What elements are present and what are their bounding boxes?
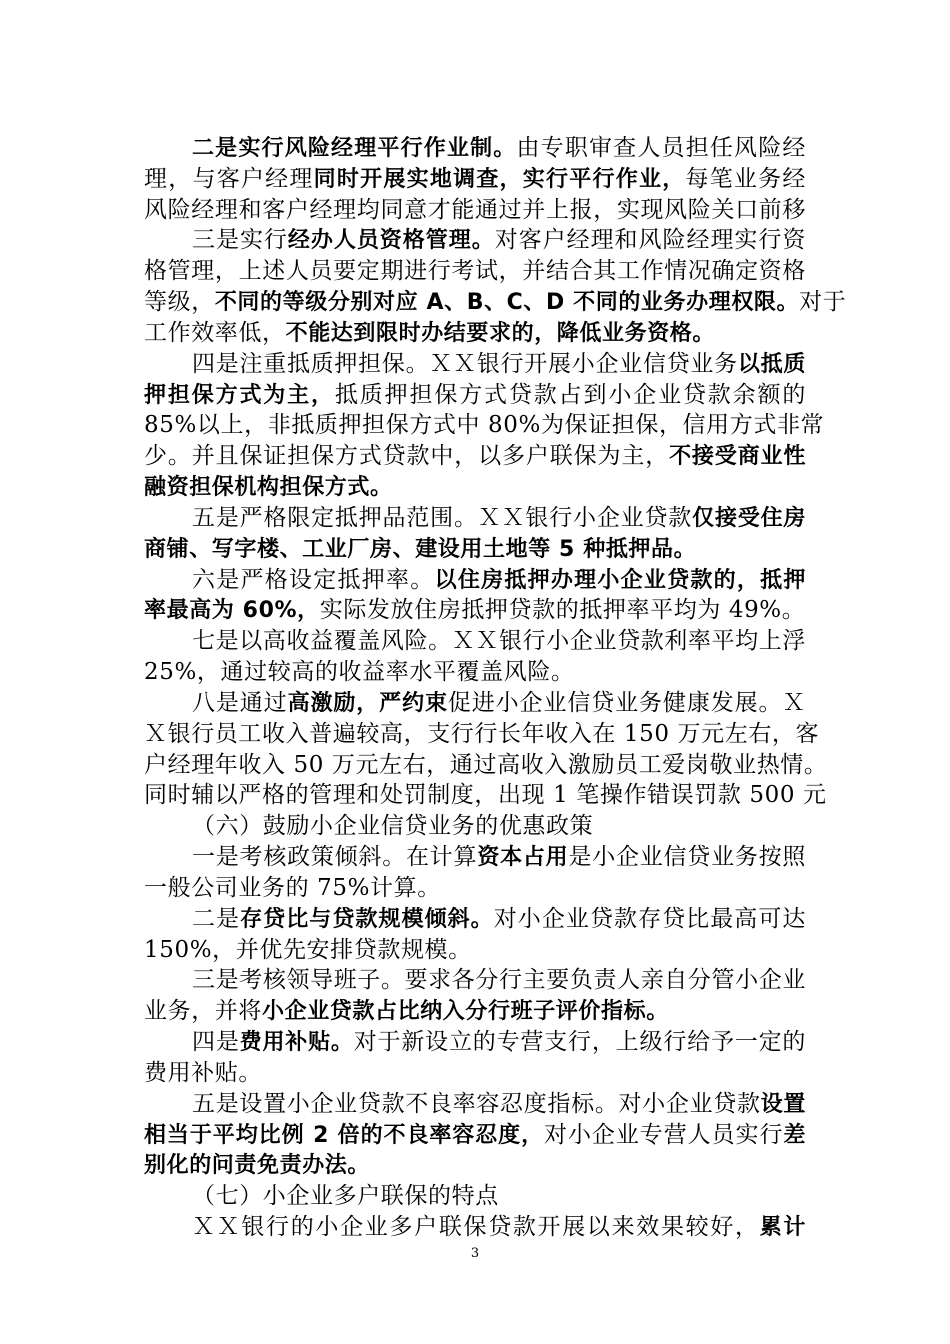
bold-text: 别化的问责免责办法。 [144,1153,371,1178]
bold-text: 二是实行风险经理平行作业制。 [192,136,517,161]
body-line [192,965,806,995]
text-run: （七）小企业多户联保的特点 [192,1183,499,1209]
text-run: 同时辅以严格的管理和处罚制度，出现 1 笔操作错误罚款 500 元 [144,782,827,808]
text-run: 三是实行 [192,227,288,253]
text-run: 实际发放住房抵押贷款的抵押率平均为 49%。 [319,597,806,623]
text-run: 费用补贴。 [144,1060,262,1086]
text-run: 户经理年收入 50 万元左右，通过高收入激励员工爱岗敬业热情。 [144,752,828,778]
bold-text: 率最高为 60%， [144,598,320,623]
text-run: 二是 [192,906,241,932]
text-run: 是小企业信贷业务按照 [568,844,807,870]
body-line [144,472,806,503]
bold-text: 同时开展实地调查，实行平行作业， [313,167,686,192]
bold-text: 资本占用 [477,845,569,870]
body-line [144,534,806,565]
body-line [192,842,806,873]
text-run: ＸＸ银行的小企业多户联保贷款开展以来效果较好， [192,1214,760,1240]
bold-text: 仅接受住房 [692,506,806,531]
text-run: 六是严格设定抵押率。 [192,567,435,593]
body-line [192,626,806,656]
body-line [192,1089,806,1120]
text-run: 对于 [799,289,847,315]
bold-text: 不同的等级分别对应 A、B、C、D 不同的业务办理权限。 [214,290,800,315]
text-run: 业务，并将 [144,998,262,1024]
bold-text: 相当于平均比例 2 倍的不良率容忍度， [144,1123,545,1148]
body-line [144,780,827,810]
text-run: 五是严格限定抵押品范围。ＸＸ银行小企业贷款 [192,505,693,531]
text-run: 25%，通过较高的收益率水平覆盖风险。 [144,659,575,685]
body-line [144,595,806,626]
text-run: 五是设置小企业贷款不良率容忍度指标。对小企业贷款 [192,1091,761,1117]
body-line [144,750,828,780]
body-line [192,133,806,164]
body-line [192,1027,806,1058]
body-line [144,287,847,318]
text-run: 等级， [144,289,215,315]
body-line [192,904,806,935]
body-line [144,719,820,749]
text-run: 一是考核政策倾斜。在计算 [192,844,478,870]
body-line [144,410,825,440]
body-line [144,441,806,472]
text-run: 一般公司业务的 75%计算。 [144,875,441,901]
text-run: 少。并且保证担保方式贷款中，以多户联保为主， [144,443,670,469]
bold-text: 以住房抵押办理小企业贷款的，抵押 [434,568,806,593]
body-line [192,503,806,534]
body-line [144,996,806,1027]
text-run: 理，与客户经理 [144,166,314,192]
bold-text: 商铺、写字楼、工业厂房、建设用土地等 5 种抵押品。 [144,537,697,562]
bold-text: 高激励，严约束 [287,691,448,716]
bold-text: 融资担保机构担保方式。 [144,475,393,500]
text-run: 对小企业贷款存贷比最高可达 [493,906,806,932]
bold-text: 累计 [759,1215,806,1240]
bold-text: 经办人员资格管理。 [287,228,495,253]
bold-text: 不接受商业性 [669,444,806,469]
page-number: 3 [470,1246,480,1261]
text-run: 七是以高收益覆盖风险。ＸＸ银行小企业贷款利率平均上浮 [192,628,806,654]
body-line [144,657,806,687]
bold-text: 费用补贴。 [239,1030,354,1055]
body-line [192,1212,806,1243]
body-line [192,565,806,596]
section-heading [192,1181,806,1211]
body-line [144,164,806,195]
body-line [192,688,806,719]
bold-text: 存贷比与贷款规模倾斜。 [240,907,494,932]
text-run: （六）鼓励小企业信贷业务的优惠政策 [192,813,594,839]
bold-text: 设置 [760,1092,806,1117]
bold-text: 以抵质 [737,352,806,377]
text-run: 对于新设立的专营支行，上级行给予一定的 [353,1029,806,1055]
bold-text: 押担保方式为主， [144,383,335,408]
body-line [144,1058,806,1088]
text-run: 促进小企业信贷业务健康发展。Ｘ [447,690,807,716]
body-line [144,318,806,349]
text-run: 对小企业专营人员实行 [544,1122,784,1148]
text-run: 四是注重抵质押担保。ＸＸ银行开展小企业信贷业务 [192,351,738,377]
text-run: 由专职审查人员担任风险经 [516,135,807,161]
body-line [144,256,806,286]
bold-text: 小企业贷款占比纳入分行班子评价指标。 [262,999,669,1024]
text-run: 四是 [192,1029,240,1055]
text-run: 八是通过 [192,690,288,716]
body-line [144,380,806,411]
body-line [144,195,806,225]
text-run: 150%，并优先安排贷款规模。 [144,937,472,963]
section-heading [192,811,806,841]
body-line [144,935,806,965]
text-run: 风险经理和客户经理均同意才能通过并上报，实现风险关口前移 [144,197,806,223]
body-line [144,873,806,903]
body-line [144,1150,806,1181]
text-run: 工作效率低， [144,320,286,346]
bold-text: 不能达到限时办结要求的，降低业务资格。 [285,321,716,346]
text-run: 三是考核领导班子。要求各分行主要负责人亲自分管小企业 [192,967,806,993]
text-run: 抵质押担保方式贷款占到小企业贷款余额的 [334,382,806,408]
text-run: Ｘ银行员工收入普遍较高，支行行长年收入在 150 万元左右，客 [144,721,820,747]
bold-text: 差 [783,1123,806,1148]
text-run: 对客户经理和风险经理实行资 [494,227,806,253]
text-run: 85%以上，非抵质押担保方式中 80%为保证担保，信用方式非常 [144,412,825,438]
text-run: 每笔业务经 [685,166,806,192]
text-run: 格管理，上述人员要定期进行考试，并结合其工作情况确定资格 [144,258,806,284]
body-line [192,349,806,380]
body-line [144,1120,806,1151]
body-line [192,225,806,256]
